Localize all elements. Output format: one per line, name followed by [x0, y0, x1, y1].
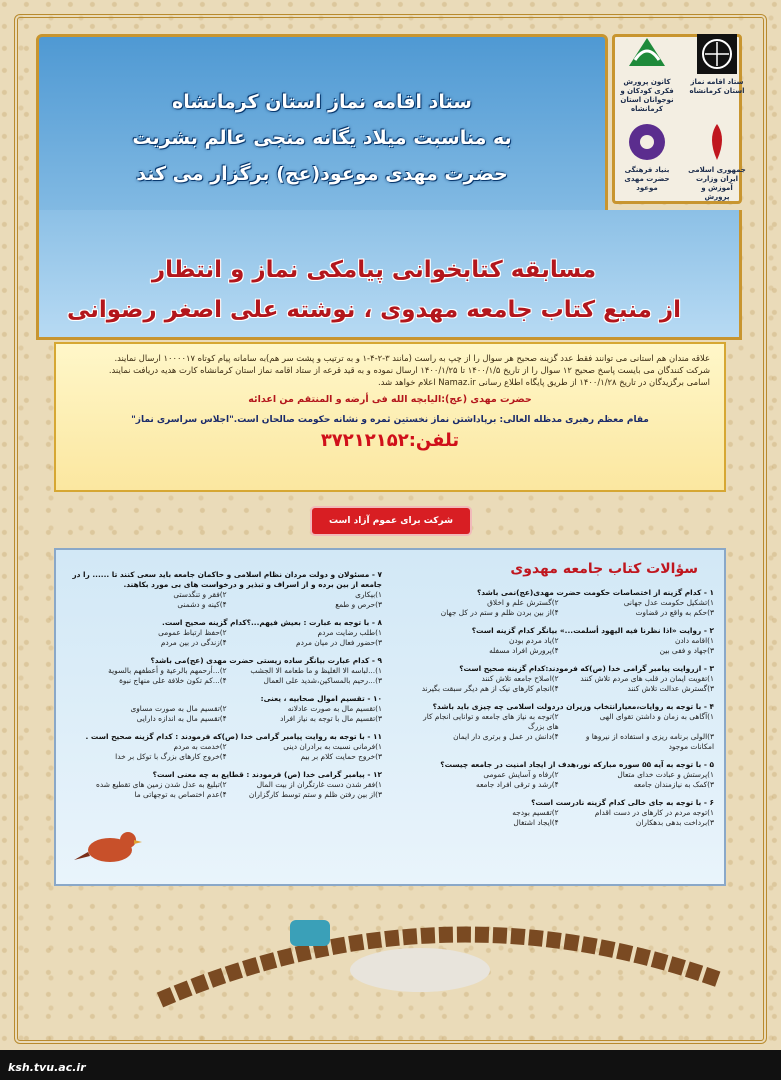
question-text: ۹ - کدام عبارت بیانگر ساده زیستی حضرت مهدی (عج)می باشد؟	[150, 656, 382, 665]
question-item	[66, 770, 382, 800]
answer-option: ۲)توجه به نیاز های جامعه و توانایی انجام کار های بزرگ	[423, 712, 559, 731]
bonyad-logo	[618, 118, 676, 194]
answer-option: ۴)تقسیم مال به اندازه دارایی	[136, 714, 227, 723]
instructions-box	[54, 342, 726, 492]
ministry-logo-caption: جمهوری اسلامی ایران وزارت آموزش و پرورش	[688, 166, 746, 201]
answer-option: ۳)گسترش عدالت تلاش کنند	[627, 684, 714, 693]
prayer-beads-illustration	[140, 860, 740, 1040]
question-item	[398, 760, 714, 790]
answer-option: ۲)تقسیم بودجه	[512, 808, 559, 817]
instructions-para3: اسامی برگزیدگان در تاریخ ۱۴۰۰/۱/۲۸ از طریق پایگاه اطلاع رسانی Namaz.ir اعلام خواهد شد.	[378, 377, 710, 387]
answer-option: ۴)دانش در عمل و برتری دار ایمان	[453, 732, 559, 741]
answer-option: ۱)...لباسه الا الغلیظ و ما طعامه الا الجشب	[250, 666, 382, 675]
answer-option: ۱)تقویت ایمان در قلب های مردم تلاش کنند	[580, 674, 714, 683]
answer-option: ۴)...کم تکون خلافة علی منهاج نبوة	[119, 676, 227, 685]
answer-option: ۱)طلب رضایت مردم	[317, 628, 382, 637]
question-item	[66, 570, 382, 610]
question-options	[66, 666, 382, 686]
answer-option: ۴)عدم اختصاص به توجهاتی ما	[134, 790, 227, 799]
question-text: ۱۱ - با توجه به روایت پیامبر گرامی خدا (ص)که فرمودند : کدام گزینه صحیح است .	[85, 732, 382, 741]
question-text: ۳ - ازروایت پیامبر گرامی خدا (ص)که فرمودند:کدام گزینه صحیح است؟	[459, 664, 714, 673]
answer-option: ۳)حضور فعال در میان مردم	[296, 638, 382, 647]
question-options	[66, 742, 382, 762]
hadith-text: حضرت مهدی (عج):الیابچه الله فی أرضه و المنتقم من اعدائه	[248, 394, 532, 405]
header-title-line2: به مناسبت میلاد یگانه منجی عالم بشریت	[132, 127, 512, 149]
header-title	[44, 84, 600, 192]
kanoon-bird-icon	[623, 30, 671, 78]
answer-option: ۴)زندگی در بین مردم	[160, 638, 227, 647]
answer-option: ۲)یاد مردم بودن	[508, 636, 559, 645]
bonyad-logo-caption: بنیاد فرهنگی حضرت مهدی موعود	[624, 166, 670, 192]
answer-option: ۱)فقر شدن دست غارتگران از بیت المال	[256, 780, 382, 789]
question-text: ۶ - با توجه به جای خالی کدام گزینه نادرست است؟	[531, 798, 714, 807]
question-text: ۵ - با توجه به آیه ۵۵ سوره مبارکه نور،هدف از ایجاد امنیت در جامعه چیست؟	[440, 760, 714, 769]
question-options	[66, 628, 382, 648]
instructions-para2: شرکت کنندگان می بایست پاسخ صحیح ۱۲ سوال را از تاریخ ۱۴۰۰/۱/۵ تا ۱۴۰۰/۱/۲۵ ارسال نموده و به قید قرعه از ستاد اقامه نماز استان کرمانشاه کارت هدیه دریافت نمایند.	[108, 365, 710, 375]
setad-logo-caption: ستاد اقامه نماز استان کرمانشاه	[689, 78, 745, 95]
question-options	[66, 780, 382, 800]
contest-title-line1: مسابقه کتابخوانی پیامکی نماز و انتظار	[151, 257, 597, 283]
question-options	[66, 590, 382, 610]
question-item	[398, 626, 714, 656]
leader-quote: مقام معظم رهبری مدظله العالی: برپاداشتن نماز نخستین ثمره و نشانه حکومت صالحان است."اجلاس سراسری نماز"	[131, 415, 649, 425]
answer-option: ۲)اصلاح جامعه تلاش کنند	[481, 674, 559, 683]
question-text: ۷ - مسئولان و دولت مردان نظام اسلامی و حاکمان جامعه باید سعی کنند تا ...... را در جامعه از بین برده و از اسراف و تبذیر و درخواست های بی مورد بکاهند.	[72, 570, 382, 589]
answer-option: ۱)تشکیل حکومت عدل جهانی	[623, 598, 714, 607]
question-text: ۲ - روایت «اذا نظرنا فیه الیهود أسلمت...» بیانگر کدام گزینه است؟	[471, 626, 714, 635]
header-title-line1: ستاد اقامه نماز استان کرمانشاه	[172, 91, 472, 113]
question-item	[398, 664, 714, 694]
question-text: ۱۰ - تقسیم اموال صحابیه ، یعنی:	[260, 694, 382, 703]
question-options	[398, 770, 714, 790]
answer-option: ۲)...أرحمهم بالرعیة و أعطفهم بالسویة	[108, 666, 227, 675]
kanoon-logo-caption: کانون پرورش فکری کودکان و نوجوانان استان کرمانشاه	[620, 78, 674, 113]
question-text: ۱ - کدام گزینه از اختصاصات حکومت حضرت مهدی(عج)نمی باشد؟	[477, 588, 714, 597]
question-options	[398, 712, 714, 752]
contest-title-line2: از منبع کتاب جامعه مهدوی ، نوشته علی اصغر رضوانی	[66, 297, 682, 323]
footer-bar	[0, 1050, 781, 1080]
phone-number: تلفن:۳۷۲۱۲۱۵۲	[320, 430, 460, 451]
instructions-para1: علاقه مندان هم استانی می توانند فقط عدد گزینه صحیح هر سوال را از چپ به راست (مانند ۳-۲-۴-۱ و به ترتیب و پشت سر هم)به سامانه پیام کوتاه ۱۰۰۰۰۱۷ ارسال نمایند.	[114, 353, 710, 363]
answer-option: ۳)کمک به نیازمندان جامعه	[633, 780, 714, 789]
question-options	[398, 808, 714, 828]
question-text: ۸ - با توجه به عبارت : بعیش فیهم...؟کدام گزینه صحیح است.	[162, 618, 382, 627]
answer-option: ۲)تقسیم مال به صورت مساوی	[130, 704, 227, 713]
question-item	[66, 732, 382, 762]
setad-emblem-icon	[693, 30, 741, 78]
answer-option: ۲)خدمت به مردم	[173, 742, 227, 751]
question-item	[398, 798, 714, 828]
bonyad-flower-icon	[623, 118, 671, 166]
answer-option: ۳)جهاد و ففی بین	[659, 646, 714, 655]
answer-option: ۲)حفظ ارتباط عمومی	[158, 628, 227, 637]
iran-emblem-icon	[693, 118, 741, 166]
answer-option: ۲)تبلیغ به عدل شدن زمین های تقطیع شده	[95, 780, 227, 789]
question-options	[398, 674, 714, 694]
answer-option: ۲)فقر و تنگدستی	[173, 590, 227, 599]
answer-option: ۱)توجه مردم در کارهای در دست اقدام	[594, 808, 714, 817]
answer-option: ۳)خروج حمایت کلام بر بیم	[300, 752, 382, 761]
answer-option: ۳)از بین رفتن ظلم و ستم توسط کارگزاران	[248, 790, 382, 799]
answer-option: ۲)رفاه و آسایش عمومی	[483, 770, 559, 779]
answer-option: ۲)گسترش علم و اخلاق	[487, 598, 559, 607]
question-item	[66, 618, 382, 648]
question-text: ۴ - با توجه به روایات،معیارانتخاب وزیران دردولت اسلامی چه چیزی باید باشد؟	[432, 702, 714, 711]
answer-option: ۱)فرمانی نسبت به برادران دینی	[283, 742, 382, 751]
open-to-public-ribbon: شرکت برای عموم آزاد است	[312, 508, 470, 534]
answer-option: ۴)ایجاد اشتغال	[513, 818, 559, 827]
question-text: ۱۲ - پیامبر گرامی خدا (ص) فرمودند : قطایع به چه معنی است؟	[152, 770, 382, 779]
answer-option: ۱)اقامه دادن	[674, 636, 714, 645]
answer-option: ۴)از بین بردن ظلم و ستم در کل جهان	[440, 608, 559, 617]
question-options	[398, 636, 714, 656]
question-item	[66, 694, 382, 724]
question-item	[398, 702, 714, 752]
answer-option: ۳)حکم به واقع در قضاوت	[635, 608, 714, 617]
question-options	[66, 704, 382, 724]
ministry-logo	[688, 118, 746, 201]
questions-left-column	[66, 570, 382, 808]
question-item	[398, 588, 714, 618]
answer-option: ۱)بیکاری	[355, 590, 382, 599]
answer-option: ۱)تقسیم مال به صورت عادلانه	[287, 704, 382, 713]
answer-option: ۱)آگاهی به زمان و داشتن تقوای الهی	[599, 712, 714, 721]
answer-option: ۴)کینه و دشمنی	[177, 600, 227, 609]
answer-option: ۳)برداخت بدهی بدهکاران	[635, 818, 714, 827]
answer-option: ۳)...رحیم بالمساکین،شدید علی العمال	[263, 676, 382, 685]
answer-option: ۳)الولی برنامه ریزی و استفاده از نیروها و امکانات موجود	[585, 732, 714, 751]
answer-option: ۴)پرورش افراد مسفله	[489, 646, 559, 655]
answer-option: ۴)رشد و ترقی افراد جامعه	[476, 780, 559, 789]
answer-option: ۴)انجام کارهای نیک از هم دیگر سبقت بگیرند	[421, 684, 559, 693]
contest-title	[44, 250, 704, 330]
setad-logo	[688, 30, 746, 106]
answer-option: ۳)حرص و طمع	[335, 600, 382, 609]
kanoon-logo	[618, 30, 676, 113]
answer-option: ۳)تقسیم مال با توجه به نیاز افراد	[280, 714, 382, 723]
questions-title: سؤالات کتاب جامعه مهدوی	[510, 561, 698, 577]
answer-option: ۴)خروج کارهای بزرگ با توکل بر خدا	[115, 752, 227, 761]
question-options	[398, 598, 714, 618]
questions-right-column	[398, 588, 714, 836]
header-title-line3: حضرت مهدی موعود(عج) برگزار می کند	[136, 163, 508, 185]
footer-site[interactable]: ksh.tvu.ac.ir	[8, 1061, 86, 1074]
question-item	[66, 656, 382, 686]
answer-option: ۱)پرستش و عبادت خدای متعال	[617, 770, 714, 779]
